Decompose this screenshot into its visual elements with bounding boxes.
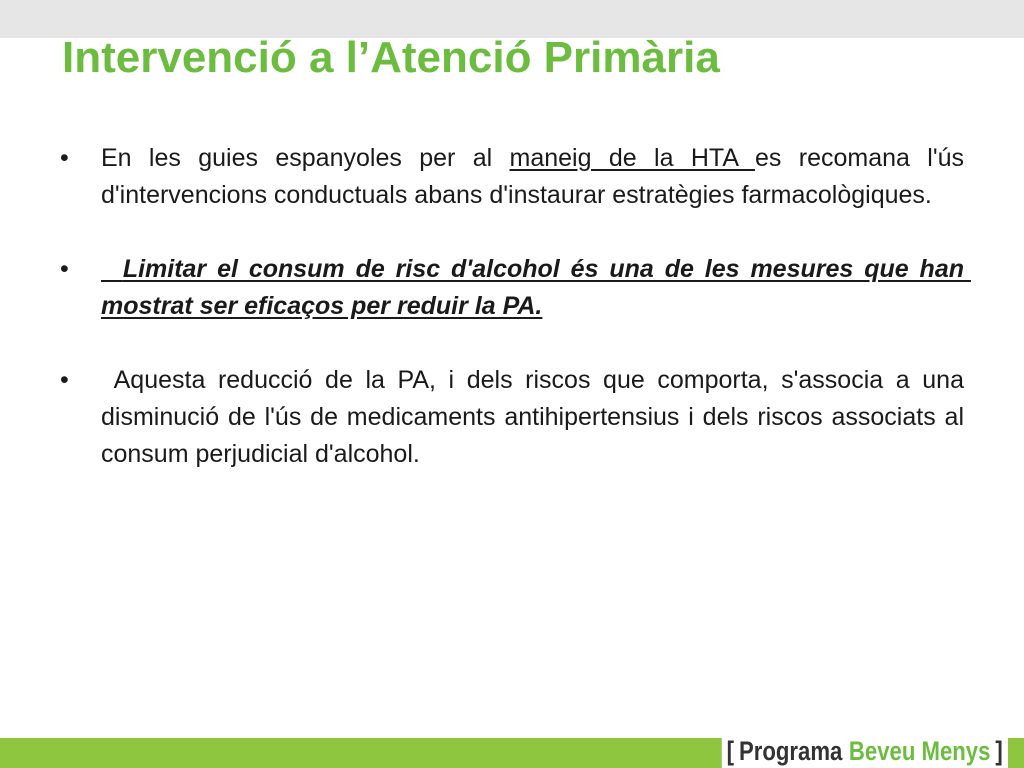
bracket-close: ] [995,736,1004,766]
bracket-open: [ [727,736,735,766]
bullet-item [60,362,971,473]
bullet-marker: • [60,255,69,283]
bullet-text: es recomana l'ús d'intervencions conductuals abans d'instaurar estratègies farmacològiques. [101,144,965,209]
bullet-text: En les guies espanyoles per al [101,144,510,172]
program-label: Programa [739,736,843,766]
program-name: Beveu Menys [849,736,991,766]
program-logo [722,734,1008,768]
bullet-marker: • [60,366,69,394]
bullet-marker: • [60,144,69,172]
bullet-item [60,140,964,214]
emphasized-statement: Limitar el consum de risc d'alcohol és una de les mesures que han mostrat ser eficaços per reduir la PA. [101,255,971,320]
bullet-list [60,140,971,473]
bullet-item [60,251,971,325]
underlined-phrase: maneig de la HTA [509,144,755,172]
bullet-text: Aquesta reducció de la PA, i dels riscos que comporta, s'associa a una disminució de l'ús de medicaments antihipertensius i dels riscos associats al consum perjudicial d'alcohol. [101,366,971,468]
slide-title: Intervenció a l’Atenció Primària [62,33,720,82]
